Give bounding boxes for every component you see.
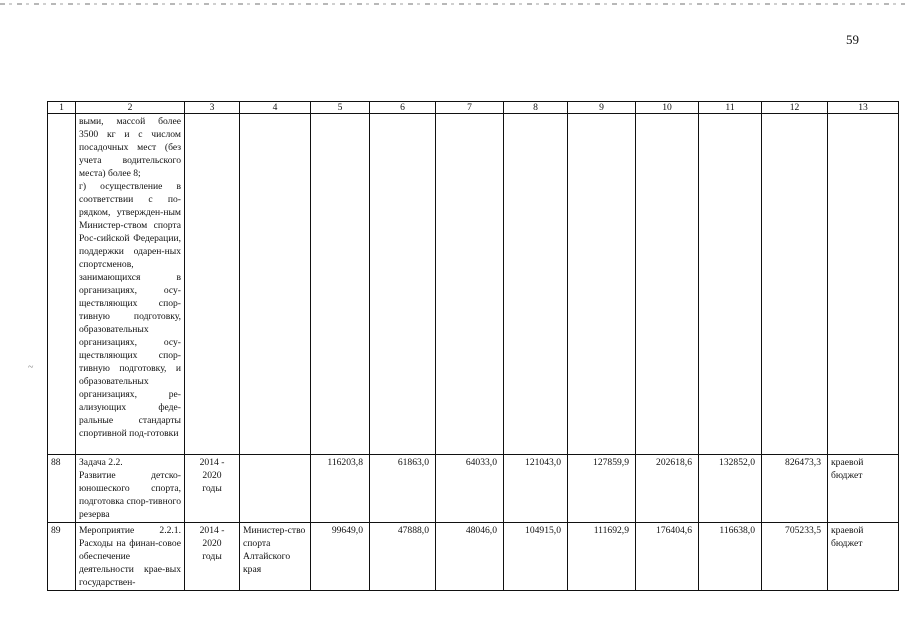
column-header: 13 xyxy=(828,102,899,114)
page-number: 59 xyxy=(846,32,859,47)
column-header: 1 xyxy=(48,102,76,114)
column-header: 7 xyxy=(436,102,504,114)
value-cell: 127859,9 xyxy=(568,455,636,523)
value-cell: 61863,0 xyxy=(370,455,436,523)
value-cell: 48046,0 xyxy=(436,523,504,591)
column-header: 10 xyxy=(636,102,699,114)
scan-artifact-line xyxy=(0,3,905,5)
row-period: 2014 - 2020 годы xyxy=(185,455,240,523)
row-period: 2014 - 2020 годы xyxy=(185,523,240,591)
row-number: 89 xyxy=(48,523,76,591)
row-name: Мероприятие 2.2.1. Расходы на финан-совое обеспечение деятельности крае-вых государствен- xyxy=(76,523,185,591)
value-cell: 132852,0 xyxy=(699,455,762,523)
value-cell: 116638,0 xyxy=(699,523,762,591)
continuation-text: выми, массой более 3500 кг и с числом посадочных мест (без учета водительского места) более 8; г) осуществление в соответствии с по-рядком, утвержден-ным Министер-ством спорта Рос-сийской Федерации, поддержки одарен-ных спортсменов, занимающихся в организациях, осу-ществляющих спор-тивную подготовку, образовательных организациях, осу-ществляющих спор-тивную подготовку, и образовательных организациях, ре-ализующих феде-ральные стандарты спортивной под-готовки xyxy=(76,114,185,455)
column-header: 6 xyxy=(370,102,436,114)
column-header: 3 xyxy=(185,102,240,114)
value-cell: 64033,0 xyxy=(436,455,504,523)
value-cell: 176404,6 xyxy=(636,523,699,591)
row-executor xyxy=(240,455,311,523)
row-name: Задача 2.2. Развитие детско-юношеского спорта, подготовка спор-тивного резерва xyxy=(76,455,185,523)
column-number-header-row xyxy=(48,102,899,114)
table-row xyxy=(48,523,899,591)
value-cell: 116203,8 xyxy=(311,455,370,523)
row-source: краевой бюджет xyxy=(828,455,899,523)
value-cell: 99649,0 xyxy=(311,523,370,591)
stray-mark: ~ xyxy=(28,362,34,373)
value-cell: 826473,3 xyxy=(762,455,828,523)
budget-table xyxy=(47,101,899,591)
column-header: 2 xyxy=(76,102,185,114)
row-number: 88 xyxy=(48,455,76,523)
column-header: 4 xyxy=(240,102,311,114)
value-cell: 202618,6 xyxy=(636,455,699,523)
column-header: 8 xyxy=(504,102,568,114)
value-cell: 121043,0 xyxy=(504,455,568,523)
row-source: краевой бюджет xyxy=(828,523,899,591)
value-cell: 705233,5 xyxy=(762,523,828,591)
value-cell: 104915,0 xyxy=(504,523,568,591)
table-row xyxy=(48,455,899,523)
column-header: 9 xyxy=(568,102,636,114)
value-cell: 47888,0 xyxy=(370,523,436,591)
column-header: 11 xyxy=(699,102,762,114)
row-executor: Министер-ство спорта Алтайского края xyxy=(240,523,311,591)
continuation-row xyxy=(48,114,899,455)
value-cell: 111692,9 xyxy=(568,523,636,591)
column-header: 12 xyxy=(762,102,828,114)
column-header: 5 xyxy=(311,102,370,114)
